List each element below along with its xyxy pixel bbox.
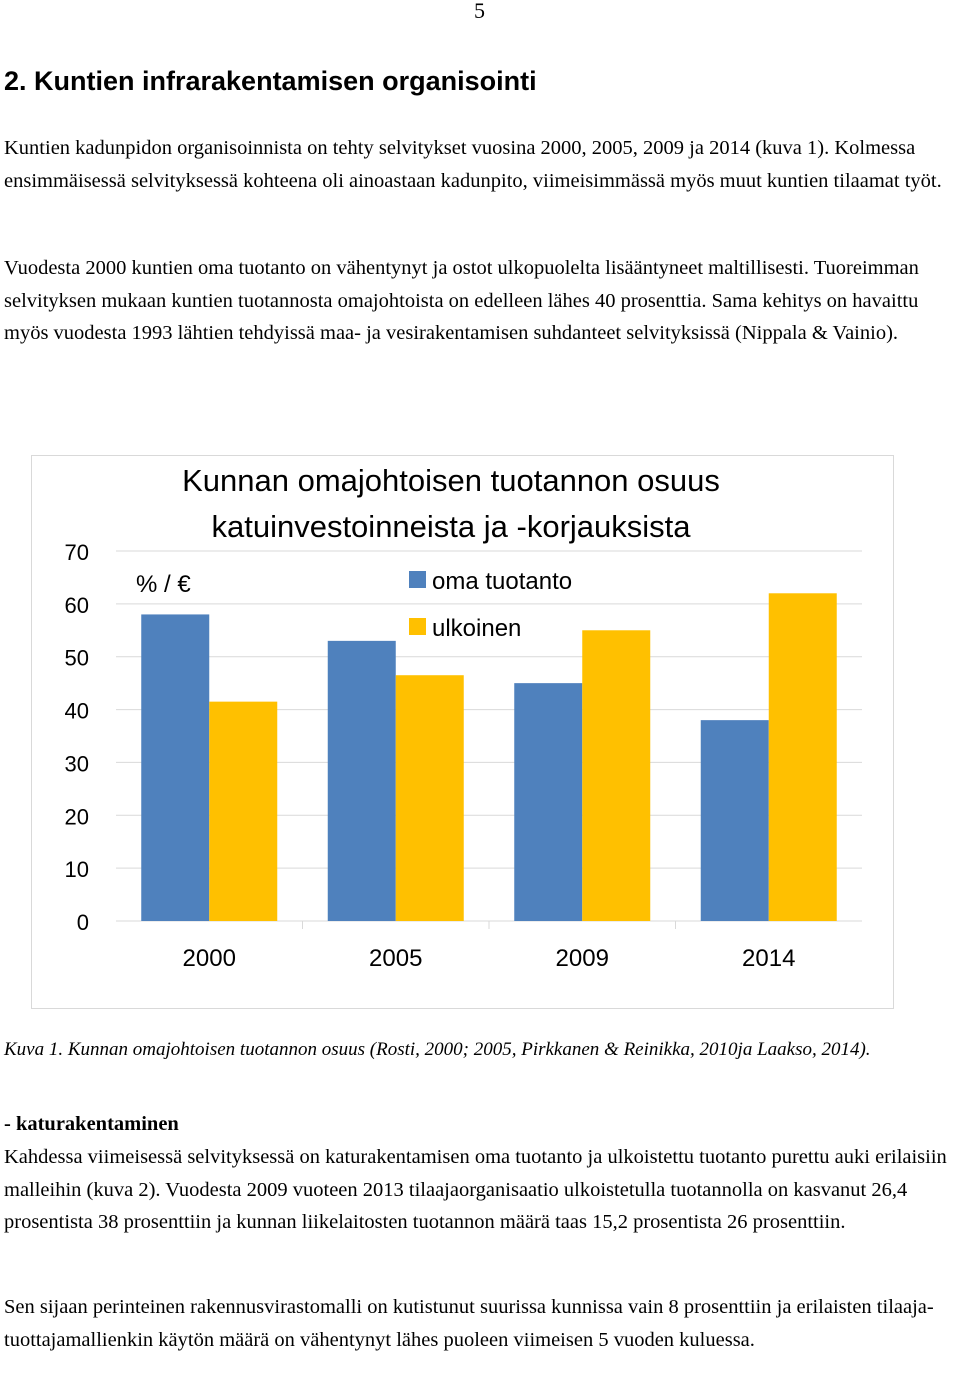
y-tick-label: 0	[76, 910, 89, 935]
bar-oma-tuotanto-2005	[328, 641, 396, 921]
paragraph-trend: Vuodesta 2000 kuntien oma tuotanto on vähentynyt ja ostot ulkopuolelta lisääntyneet maltillisesti. Tuoreimman selvityksen mukaan kuntien tuotannosta omajohtoista on edelleen lähes 40 prosenttia. Sama kehitys on havaittu myös vuodesta 1993 lähtien tehdyissä maa- ja vesirakentamisen suhdanteet selvityksissä (Nippala & Vainio).	[4, 257, 919, 344]
figure-caption: Kuva 1. Kunnan omajohtoisen tuotannon osuus (Rosti, 2000; 2005, Pirkkanen & Reinikka, 2010ja Laakso, 2014).	[4, 1039, 871, 1060]
y-tick-label: 30	[64, 751, 89, 777]
legend-label: ulkoinen	[432, 615, 522, 642]
chart-title-line-1: Kunnan omajohtoisen tuotannon osuus	[182, 463, 720, 498]
paragraph-conclusion: Sen sijaan perinteinen rakennusvirastomalli on kutistunut suurissa kunnissa vain 8 prosenttiin ja erilaisten tilaaja- tuottajamallienkin käytön määrä on vähentynyt lähes puoleen viimeisen 5 vuoden kuluessa.	[4, 1296, 934, 1351]
y-tick-label: 20	[64, 804, 89, 830]
bar-chart	[31, 455, 894, 1009]
chart-canvas	[31, 455, 894, 1009]
y-axis-unit-label: % / €	[136, 571, 191, 598]
chart-title-line-2: katuinvestoinneista ja -korjauksista	[211, 509, 691, 544]
page-number: 5	[474, 0, 485, 23]
y-tick-label: 70	[64, 540, 89, 565]
bar-ulkoinen-2014	[769, 593, 837, 921]
legend-swatch	[409, 571, 426, 588]
paragraph-intro: Kuntien kadunpidon organisoinnista on tehty selvitykset vuosina 2000, 2005, 2009 ja 2014 (kuva 1). Kolmessa ensimmäisessä selvityksessä kohteena oli ainoastaan kadunpito, viimeisimmässä myös muut kuntien tilaamat työt.	[4, 137, 942, 192]
legend-swatch	[409, 618, 426, 635]
bar-oma-tuotanto-2014	[701, 720, 769, 921]
bar-oma-tuotanto-2000	[141, 614, 209, 921]
y-tick-label: 10	[64, 857, 89, 883]
x-tick-label: 2000	[182, 945, 236, 972]
bar-ulkoinen-2009	[582, 630, 650, 921]
x-tick-label: 2014	[742, 945, 796, 972]
x-tick-label: 2009	[555, 945, 609, 972]
paragraph-models: Kahdessa viimeisessä selvityksessä on katurakentamisen oma tuotanto ja ulkoistettu tuotanto purettu auki erilaisiin malleihin (kuva 2). Vuodesta 2009 vuoteen 2013 tilaajaorganisaatio ulkoistetulla tuotannolla on kasvanut 26,4 prosentista 38 prosenttiin ja kunnan liikelaitosten tuotannon määrä taas 15,2 prosentista 26 prosenttiin.	[4, 1146, 947, 1233]
bar-ulkoinen-2000	[209, 702, 277, 921]
section-heading: 2. Kuntien infrarakentamisen organisointi	[4, 66, 537, 96]
bar-ulkoinen-2005	[396, 675, 464, 921]
bar-oma-tuotanto-2009	[514, 683, 582, 921]
y-tick-label: 40	[64, 698, 89, 724]
subsection-heading: - katurakentaminen	[4, 1113, 179, 1135]
y-tick-label: 60	[64, 592, 89, 618]
x-tick-label: 2005	[369, 945, 423, 972]
legend-label: oma tuotanto	[432, 568, 573, 595]
y-tick-label: 50	[64, 645, 89, 671]
